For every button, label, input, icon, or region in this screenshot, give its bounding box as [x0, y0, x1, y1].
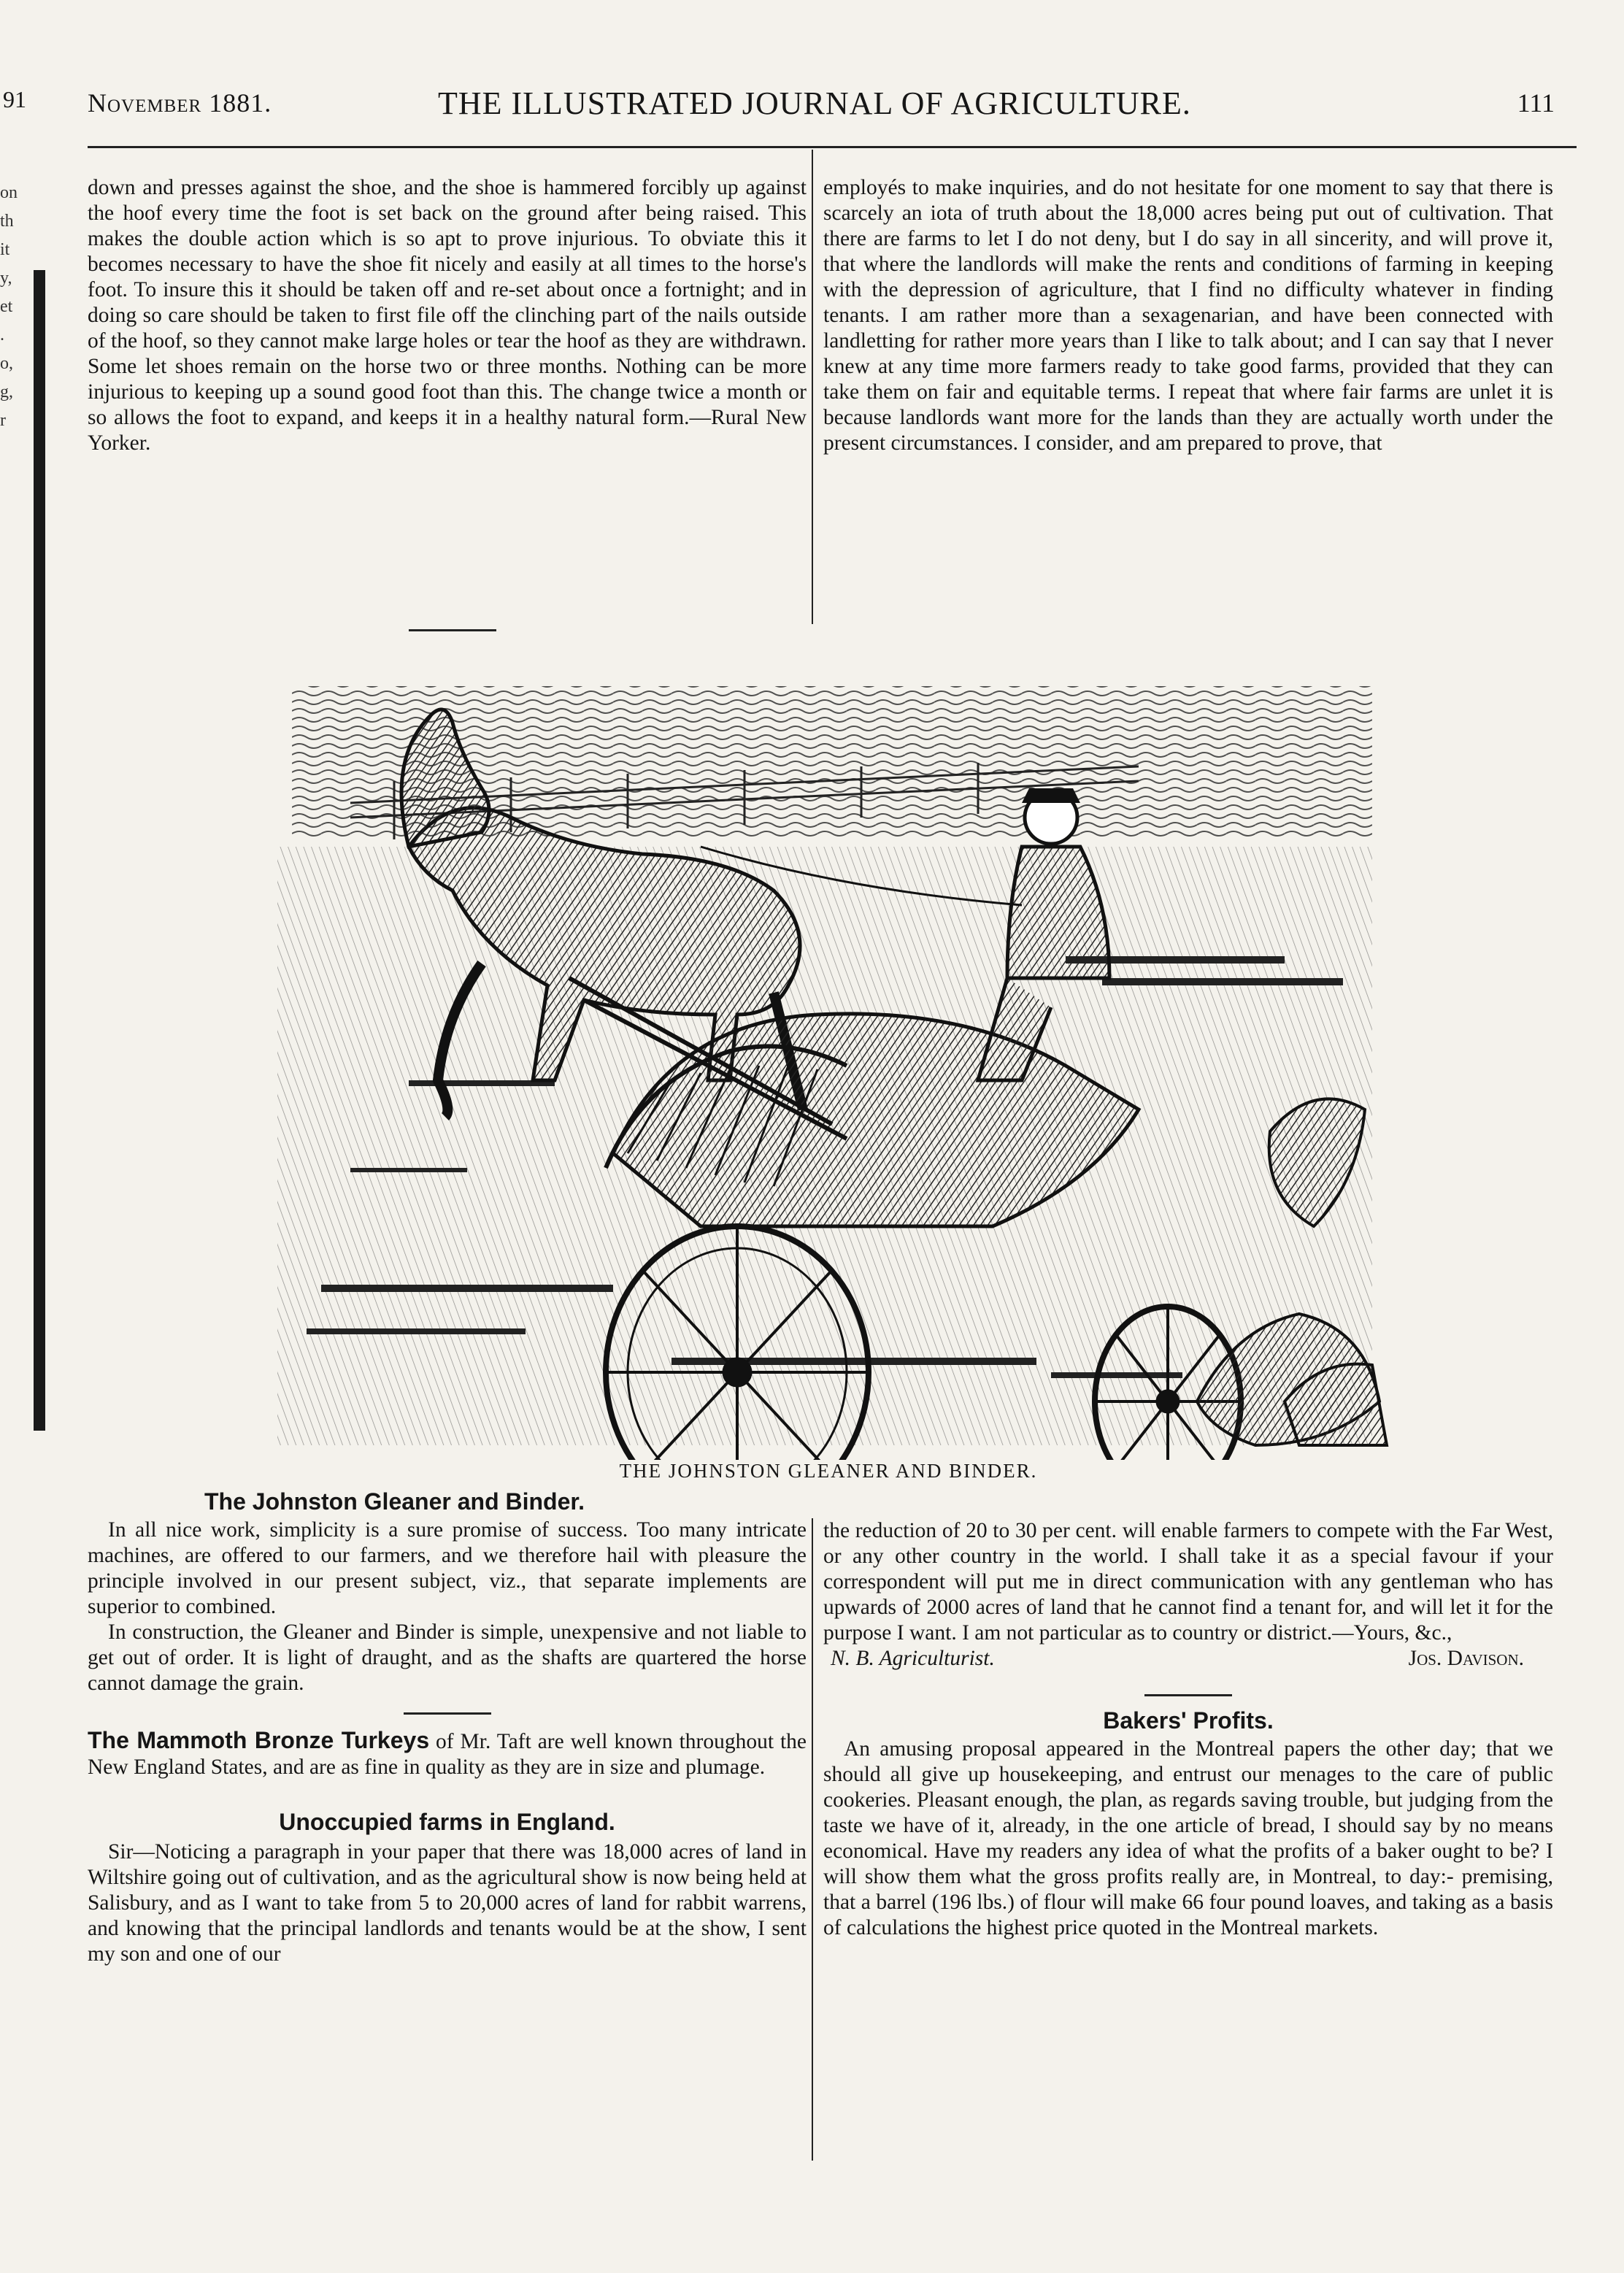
running-header — [88, 82, 1569, 126]
page-number: 111 — [1517, 88, 1555, 118]
letter-continuation: the reduction of 20 to 30 per cent. will enable farmers to compete with the Far West, or any other country in the world. I shall take it as a special favour if your correspondent will put me in direct communication with any gentleman who has upwards of 2000 acres of land that he cannot find a tenant for, and will let it for the purpose I want. I am not particular as to country or district.—Yours, &c., — [823, 1519, 1553, 1645]
issue-date: November 1881. — [88, 88, 272, 118]
page-left-number: 91 — [3, 86, 26, 112]
paragraph: down and presses against the shoe, and the shoe is hammered forcibly up against the hoof every time the foot is set back on the ground after being raised. This makes the double action which is so apt to prove injurious. To obviate this it becomes necessary to have the shoe fit nicely and easily at all times to the horse's foot. To insure this it should be taken off and re-set about once a fortnight; and in doing so care should be taken to first file off the clinching part of the nails outside of the hoof, so they cannot make large holes or tear the hoof as they are withdrawn. Some let shoes remain on the horse two or three months. Nothing can be more injurious to keeping up a sound good foot than this. The change twice a month or so allows the foot to expand, and keeps it in a healthy natural form.—Rural New Yorker. — [88, 176, 807, 455]
col1-bottom — [88, 1489, 807, 1967]
bakers-profits-title: Bakers' Profits. — [1103, 1707, 1274, 1734]
letter-signature — [823, 1646, 1553, 1672]
col2-top-text — [823, 175, 1553, 456]
illustration-caption: THE JOHNSTON GLEANER AND BINDER. — [619, 1460, 1038, 1482]
margin-fragment: et — [0, 297, 13, 316]
column-rule-top — [812, 150, 813, 624]
margin-fragment: on — [0, 183, 18, 202]
section-divider — [404, 1712, 491, 1715]
margin-fragment: th — [0, 212, 14, 231]
gleaner-paragraph-1: In all nice work, simplicity is a sure promise of success. Too many intricate machines, are offered to our farmers, and we therefore hail with pleasure the principle involved in our present subject, viz., that separate implements are superior to combined. — [88, 1518, 807, 1618]
paragraph: employés to make inquiries, and do not hesitate for one moment to say that there is scarcely an iota of truth about the 18,000 acres being put out of cultivation. That there are farms to let I do not deny, but I do say in all sincerity, and will prove it, that where the landlords will make the rents and conditions of farming in keeping with the depression of agriculture, that I find no difficulty whatever in finding tenants. I am rather more than a sexagenarian, and have been connected with landletting for rather more years than I like to talk about; and I can say that I never knew at any time more farmers ready to take good farms, provided that they can take them on fair and equitable terms. I repeat that where fair farms are unlet it is because landlords want more for the lands than they are actually worth under the present circumstances. I consider, and am prepared to prove, that — [823, 176, 1553, 455]
header-rule — [88, 146, 1577, 148]
margin-fragments — [0, 179, 25, 435]
turkeys-paragraph — [88, 1728, 807, 1780]
column-rule-bottom — [812, 1518, 813, 2161]
margin-fragment: r — [0, 411, 6, 430]
col1-top-text — [88, 175, 807, 456]
gleaner-paragraph-2: In construction, the Gleaner and Binder is simple, unexpensive and not liable to get out of order. It is light of draught, and as the shafts are quartered the horse cannot damage the grain. — [88, 1620, 807, 1695]
bakers-paragraph: An amusing proposal appeared in the Montreal papers the other day; that we should all give up housekeeping, and entrust our menages to the care of public cookeries. Pleasant enough, the plan, as regards saving trouble, but judging from the taste we have of it, already, in the one article of bread, I should say by no means economical. Have my readers any idea of what the profits of a baker ought to be? I will show them what the gross profits really are, in Montreal, to day:- premising, that a barrel (196 lbs.) of flour will make 66 four pound loaves, and taking as a basis of calculations the highest price quoted in the Montreal markets. — [823, 1737, 1553, 1939]
signature-location: N. B. Agriculturist. — [831, 1647, 995, 1670]
section-divider — [1144, 1694, 1232, 1696]
unoccupied-farms-title: Unoccupied farms in England. — [279, 1809, 615, 1835]
unoccupied-paragraph: Sir—Noticing a paragraph in your paper that there was 18,000 acres of land in Wiltshire going out of cultivation, and as the agricultural show is now being held at Salisbury, and as I want to take from 5 to 20,000 acres of land for rabbit warrens, and knowing that the principal landlords and tenants would be at the show, I sent my son and one of our — [88, 1840, 807, 1966]
col2-bottom — [823, 1518, 1553, 1941]
margin-fragment: y, — [0, 269, 12, 288]
binding-shadow — [34, 270, 45, 1431]
signature-name: Jos. Davison. — [1408, 1647, 1524, 1670]
gleaner-binder-illustration — [263, 672, 1394, 1460]
gleaner-article-title: The Johnston Gleaner and Binder. — [204, 1488, 585, 1515]
margin-fragment: it — [0, 240, 10, 259]
margin-fragment: g, — [0, 382, 13, 401]
section-divider — [409, 629, 496, 631]
margin-fragment: . — [0, 326, 4, 345]
journal-title: THE ILLUSTRATED JOURNAL OF AGRICULTURE. — [438, 85, 1191, 121]
turkeys-title: The Mammoth Bronze Turkeys — [88, 1727, 430, 1753]
margin-fragment: o, — [0, 354, 13, 373]
turkeys-text: of Mr. Taft are well known throughout the New England States, and are as fine in quality as they are in size and plumage. — [88, 1730, 807, 1779]
